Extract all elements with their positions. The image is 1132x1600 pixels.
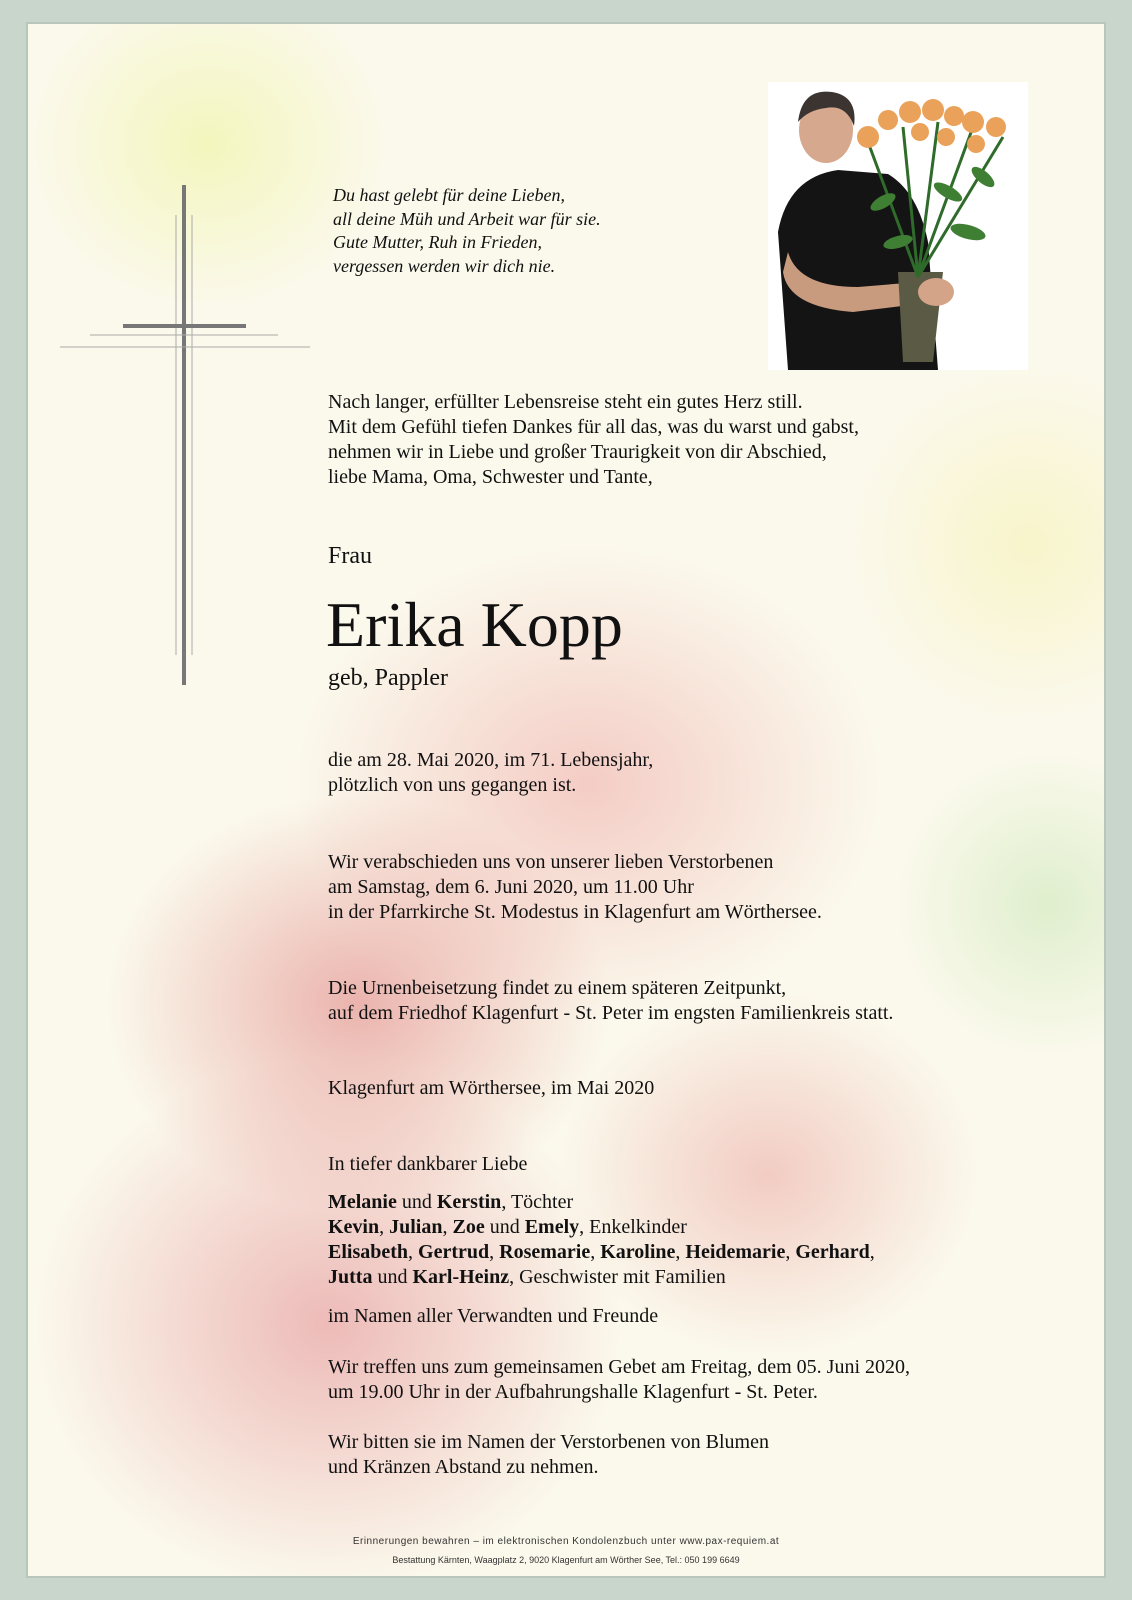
- connector-text: ,: [869, 1241, 875, 1263]
- poem-line: all deine Müh und Arbeit war für sie.: [333, 208, 601, 229]
- connector-text: ,: [442, 1216, 453, 1238]
- mourners-list: [328, 1190, 875, 1290]
- footer-condolence-link[interactable]: Erinnerungen bewahren – im elektronischen Kondolenzbuch unter www.pax-requiem.at: [352, 1536, 780, 1547]
- mourner-name: Kerstin: [436, 1191, 502, 1213]
- mourners-line-siblings-2: [328, 1265, 875, 1290]
- prayer-line: um 19.00 Uhr in der Aufbahrungshalle Klagenfurt - St. Peter.: [328, 1381, 818, 1403]
- portrait-photo: [768, 82, 1028, 370]
- farewell-line: in der Pfarrkirche St. Modestus in Klagenfurt am Wörthersee.: [328, 901, 822, 923]
- farewell-line: am Samstag, dem 6. Juni 2020, um 11.00 Uhr: [328, 876, 694, 898]
- mourner-name: Jutta: [328, 1266, 373, 1288]
- flowers-line: Wir bitten sie im Namen der Verstorbenen von Blumen: [328, 1431, 769, 1453]
- connector-text: ,: [408, 1241, 419, 1263]
- connector-text: und: [372, 1266, 413, 1288]
- intro-line: liebe Mama, Oma, Schwester und Tante,: [328, 466, 653, 488]
- mourners-line-grandchildren: [328, 1215, 875, 1240]
- mourner-name: Elisabeth: [328, 1241, 409, 1263]
- poem: [333, 184, 601, 278]
- connector-text: und: [396, 1191, 437, 1213]
- urn-line: auf dem Friedhof Klagenfurt - St. Peter im engsten Familienkreis statt.: [328, 1002, 894, 1024]
- mourner-name: Gerhard: [795, 1241, 870, 1263]
- mourner-name: Karoline: [600, 1241, 676, 1263]
- flowers-request: [328, 1430, 769, 1480]
- in-loving-memory: In tiefer dankbarer Liebe: [328, 1153, 528, 1175]
- mourner-name: Gertrud: [418, 1241, 490, 1263]
- urn-line: Die Urnenbeisetzung findet zu einem späteren Zeitpunkt,: [328, 977, 787, 999]
- relation-text: , Enkelkinder: [579, 1216, 687, 1238]
- cross-icon: [60, 185, 310, 685]
- mourner-name: Emely: [524, 1216, 580, 1238]
- salutation: Frau: [328, 543, 372, 569]
- death-notice: [328, 748, 653, 798]
- place-date: Klagenfurt am Wörthersee, im Mai 2020: [328, 1077, 655, 1099]
- death-line: plötzlich von uns gegangen ist.: [328, 774, 577, 796]
- relation-text: , Geschwister mit Familien: [509, 1266, 726, 1288]
- relation-text: , Töchter: [501, 1191, 574, 1213]
- intro-line: nehmen wir in Liebe und großer Traurigkeit von dir Abschied,: [328, 441, 827, 463]
- urn-burial-info: [328, 976, 893, 1026]
- mourner-name: Kevin: [328, 1216, 380, 1238]
- connector-text: und: [484, 1216, 525, 1238]
- prayer-line: Wir treffen uns zum gemeinsamen Gebet am Freitag, dem 05. Juni 2020,: [328, 1356, 911, 1378]
- poem-line: Gute Mutter, Ruh in Frieden,: [333, 232, 542, 252]
- mourner-name: Julian: [389, 1216, 443, 1238]
- prayer-info: [328, 1355, 910, 1405]
- deceased-name: Erika Kopp: [326, 589, 623, 660]
- relatives-note: im Namen aller Verwandten und Freunde: [328, 1305, 659, 1327]
- mourner-name: Karl-Heinz: [412, 1266, 510, 1288]
- mourner-name: Melanie: [328, 1191, 397, 1213]
- death-line: die am 28. Mai 2020, im 71. Lebensjahr,: [328, 749, 654, 771]
- mourner-name: Zoe: [452, 1216, 485, 1238]
- flowers-line: und Kränzen Abstand zu nehmen.: [328, 1456, 599, 1478]
- birth-name: geb, Pappler: [328, 665, 448, 691]
- intro-line: Nach langer, erfüllter Lebensreise steht ein gutes Herz still.: [328, 391, 803, 413]
- mourners-line-siblings: [328, 1240, 875, 1265]
- connector-text: ,: [785, 1241, 796, 1263]
- mourner-name: Rosemarie: [499, 1241, 591, 1263]
- connector-text: ,: [379, 1216, 390, 1238]
- mourner-name: Heidemarie: [685, 1241, 786, 1263]
- mourners-line-daughters: [328, 1190, 875, 1215]
- poem-line: Du hast gelebt für deine Lieben,: [333, 185, 565, 205]
- intro-line: Mit dem Gefühl tiefen Dankes für all das, was du warst und gabst,: [328, 416, 859, 438]
- farewell-line: Wir verabschieden uns von unserer lieben Verstorbenen: [328, 851, 774, 873]
- intro-text: [328, 390, 859, 490]
- poem-line: vergessen werden wir dich nie.: [333, 255, 556, 276]
- connector-text: ,: [590, 1241, 601, 1263]
- farewell-info: [328, 850, 822, 925]
- footer-funeral-home-address: Bestattung Kärnten, Waagplatz 2, 9020 Klagenfurt am Wörther See, Tel.: 050 199 6649: [392, 1555, 740, 1565]
- connector-text: ,: [675, 1241, 686, 1263]
- connector-text: ,: [489, 1241, 500, 1263]
